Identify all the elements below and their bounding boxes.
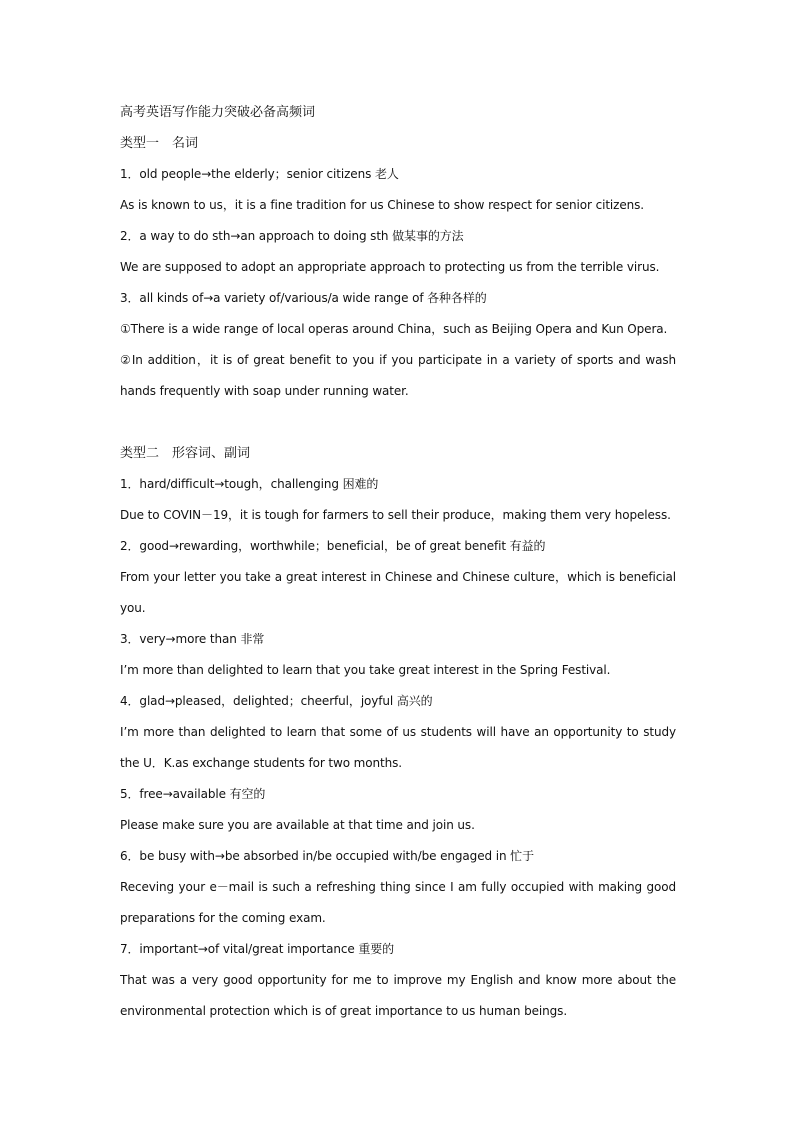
example-sentence: We are supposed to adopt an appropriate approach to protecting us from the terrible virus.	[120, 260, 660, 274]
item-heading: 1．old people→the elderly；senior citizens 老人	[120, 167, 399, 181]
item-heading: 4．glad→pleased，delighted；cheerful，joyful 高兴的	[120, 694, 433, 708]
example-sentence: That was a very good opportunity for me to improve my English and know more about the	[120, 973, 676, 987]
item-heading: 3．very→more than 非常	[120, 632, 265, 646]
example-sentence: I’m more than delighted to learn that you take great interest in the Spring Festival.	[120, 663, 611, 677]
example-sentence-continued: you.	[120, 601, 146, 615]
section-heading-adjectives: 类型二 形容词、副词	[120, 446, 251, 461]
example-sentence-continued: the U．K.as exchange students for two months.	[120, 756, 402, 770]
document-page	[120, 97, 676, 1027]
item-heading: 3．all kinds of→a variety of/various/a wide range of 各种各样的	[120, 291, 487, 305]
example-sentence: ②In addition，it is of great benefit to you if you participate in a variety of sports and wash	[120, 353, 676, 367]
example-sentence-continued: hands frequently with soap under running water.	[120, 384, 409, 398]
example-sentence: As is known to us，it is a fine tradition for us Chinese to show respect for senior citizens.	[120, 198, 645, 212]
example-sentence: I’m more than delighted to learn that some of us students will have an opportunity to study	[120, 725, 676, 739]
item-heading: 2．a way to do sth→an approach to doing sth 做某事的方法	[120, 229, 464, 243]
item-heading: 1．hard/difficult→tough，challenging 困难的	[120, 477, 379, 491]
example-sentence-continued: environmental protection which is of great importance to us human beings.	[120, 1004, 568, 1018]
example-sentence: Due to COVIN－19，it is tough for farmers to sell their produce，making them very hopeless.	[120, 508, 671, 522]
example-sentence-continued: preparations for the coming exam.	[120, 911, 326, 925]
example-sentence: ①There is a wide range of local operas around China，such as Beijing Opera and Kun Opera.	[120, 322, 668, 336]
item-heading: 7．important→of vital/great importance 重要的	[120, 942, 395, 956]
section-heading-nouns: 类型一 名词	[120, 136, 199, 151]
example-sentence: Receving your e－mail is such a refreshing thing since I am fully occupied with making good	[120, 880, 676, 894]
section-spacer	[120, 407, 676, 438]
item-heading: 6．be busy with→be absorbed in/be occupied with/be engaged in 忙于	[120, 849, 534, 863]
example-sentence: Please make sure you are available at that time and join us.	[120, 818, 475, 832]
item-heading: 2．good→rewarding，worthwhile；beneficial，be of great benefit 有益的	[120, 539, 546, 553]
example-sentence: From your letter you take a great interest in Chinese and Chinese culture，which is beneficial	[120, 570, 676, 584]
item-heading: 5．free→available 有空的	[120, 787, 266, 801]
document-title: 高考英语写作能力突破必备高频词	[120, 105, 316, 120]
